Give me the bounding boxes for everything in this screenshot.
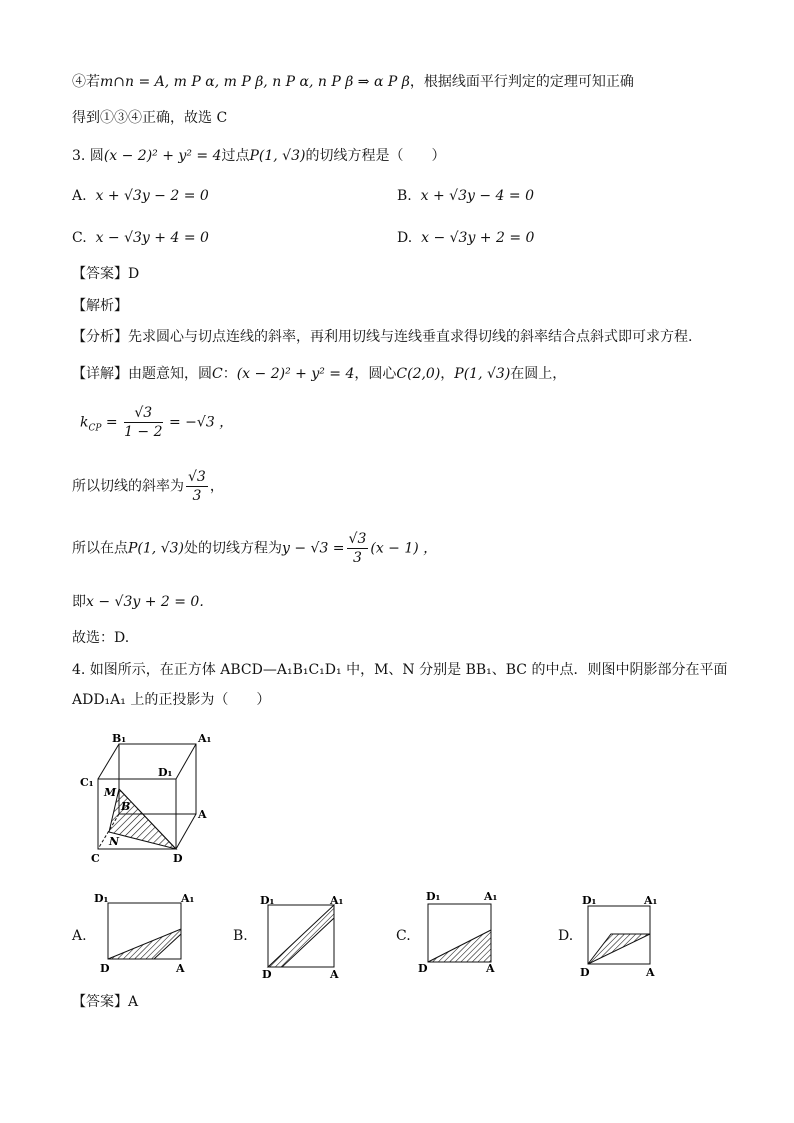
analysis-heading: 【解析】 xyxy=(72,298,128,314)
choice-c-figure xyxy=(414,884,524,974)
answer-4: 【答案】A xyxy=(72,994,139,1010)
detail-line xyxy=(72,364,566,384)
cube-label-a: A xyxy=(198,808,207,821)
option-c xyxy=(72,228,209,248)
option-c-label: C. xyxy=(72,230,87,246)
tangent-slope-prefix: 所以切线的斜率为 xyxy=(72,478,184,495)
tangent-slope-line xyxy=(72,468,224,505)
tangent-point: P(1, √3) xyxy=(128,540,184,557)
option-c-text: x − √3y + 4 = 0 xyxy=(95,230,209,246)
final-equation-line xyxy=(72,592,204,612)
slope-cp-numerator: √3 xyxy=(124,404,162,423)
tangent-fraction xyxy=(347,530,369,567)
tangent-mid: 处的切线方程为 xyxy=(183,540,282,557)
choice-d-a: A xyxy=(646,966,655,978)
option-d-label: D. xyxy=(397,230,413,246)
tangent-prefix: 所以在点 xyxy=(72,540,128,557)
tangent-denominator: 3 xyxy=(353,550,362,566)
choice-b-label: B. xyxy=(233,928,248,944)
choice-a-label: A. xyxy=(72,928,87,944)
choice-c-a: A xyxy=(486,962,495,974)
option-a xyxy=(72,186,209,206)
choice-a-a: A xyxy=(176,962,185,975)
k-subscript: CP xyxy=(88,423,102,434)
choice-c-a1: A₁ xyxy=(484,890,498,903)
choice-b-a1: A₁ xyxy=(330,894,344,907)
choice-d-figure xyxy=(574,888,684,978)
cube-label-c1: C₁ xyxy=(80,776,94,789)
detail-circle-name: C xyxy=(212,366,223,382)
question-4-line-2: ADD₁A₁ 上的正投影为（ ） xyxy=(72,692,271,708)
tangent-numerator: √3 xyxy=(348,531,367,547)
detail-prefix: 【详解】由题意知，圆 xyxy=(72,366,212,382)
detail-colon: ： xyxy=(222,366,237,382)
k-symbol: k xyxy=(80,414,89,431)
slope-cp-fraction xyxy=(124,404,162,441)
detail-center: C(2,0) xyxy=(396,366,441,382)
option-a-text: x + √3y − 2 = 0 xyxy=(95,188,209,204)
choice-d-a1: A₁ xyxy=(644,894,658,907)
option-b-text: x + √3y − 4 = 0 xyxy=(420,188,534,204)
conclusion-line: 得到①③④正确，故选 C xyxy=(72,110,228,126)
choice-c-label: C. xyxy=(396,928,411,944)
q3-number: 3. 圆 xyxy=(72,148,104,164)
cube-label-d: D xyxy=(173,852,183,865)
slope-cp-result: = −√3 ， xyxy=(168,414,234,431)
choose-line: 故选：D. xyxy=(72,630,130,646)
detail-mid: ，圆心 xyxy=(354,366,397,382)
question-3 xyxy=(72,146,445,166)
q3-mid: 过点 xyxy=(221,148,250,164)
cube-figure xyxy=(74,724,224,874)
cube-label-b: B xyxy=(121,800,131,813)
tangent-slope-fraction xyxy=(186,468,208,505)
statement-prefix: ④若 xyxy=(72,74,100,90)
statement-math: m∩n = A, m P α, m P β, n P α, n P β ⇒ α P β xyxy=(100,74,410,90)
cube-label-n: N xyxy=(109,835,120,848)
choice-b-d1: D₁ xyxy=(260,894,275,907)
cube-label-m: M xyxy=(104,786,117,799)
q3-circle-equation: (x − 2)² + y² = 4 xyxy=(103,148,222,164)
choice-c-d: D xyxy=(418,962,428,974)
choice-a-d1: D₁ xyxy=(94,892,109,905)
tangent-lhs: y − √3 = xyxy=(281,540,345,557)
option-b xyxy=(397,186,534,206)
q3-point: P(1, √3) xyxy=(249,148,306,164)
detail-suffix: 在圆上， xyxy=(510,366,567,382)
statement-suffix: ，根据线面平行判定的定理可知正确 xyxy=(409,74,634,90)
choice-a-a1: A₁ xyxy=(181,892,195,905)
answer-3: 【答案】D xyxy=(72,266,140,282)
slope-cp-line: $k_{CP}$ = $\frac{√3}{1 - 2}$ = −√3 ， xyxy=(80,405,234,440)
option-a-label: A. xyxy=(72,188,87,204)
choice-c-d1: D₁ xyxy=(426,890,441,903)
final-equation: x − √3y + 2 = 0. xyxy=(86,594,204,610)
tangent-slope-suffix: ， xyxy=(209,478,224,495)
detail-equation: (x − 2)² + y² = 4 xyxy=(236,366,355,382)
tangent-slope-numerator: √3 xyxy=(188,469,206,485)
final-prefix: 即 xyxy=(72,594,86,610)
detail-comma: ， xyxy=(440,366,455,382)
choice-a-d: D xyxy=(100,962,110,975)
choice-d-label: D. xyxy=(558,928,574,944)
tangent-rhs: (x − 1) ， xyxy=(370,540,438,557)
option-b-label: B. xyxy=(397,188,412,204)
question-4-line-1: 4. 如图所示，在正方体 ABCD—A₁B₁C₁D₁ 中，M、N 分别是 BB₁、BC 的中点．则图中阴影部分在平面 xyxy=(72,662,728,678)
analysis-text: 【分析】先求圆心与切点连线的斜率，再利用切线与连线垂直求得切线的斜率结合点斜式即可求方程. xyxy=(72,329,693,345)
choice-d-d1: D₁ xyxy=(582,894,597,907)
tangent-equation-line xyxy=(72,530,437,567)
slope-cp-denominator: 1 − 2 xyxy=(124,424,163,440)
choice-d-d: D xyxy=(580,966,590,978)
option-d-text: x − √3y + 2 = 0 xyxy=(421,230,535,246)
choice-b-figure xyxy=(252,888,362,978)
choice-b-d: D xyxy=(262,968,272,978)
cube-label-d1: D₁ xyxy=(158,766,173,779)
q3-suffix: 的切线方程是（ ） xyxy=(305,148,446,164)
cube-label-b1: B₁ xyxy=(112,732,127,745)
detail-point: P(1, √3) xyxy=(454,366,511,382)
choice-a-figure xyxy=(92,888,202,978)
cube-label-c: C xyxy=(91,852,100,865)
choice-b-a: A xyxy=(330,968,339,978)
option-d xyxy=(397,228,534,248)
statement-4-line xyxy=(72,72,634,92)
tangent-slope-denominator: 3 xyxy=(192,488,202,504)
cube-label-a1: A₁ xyxy=(198,732,212,745)
